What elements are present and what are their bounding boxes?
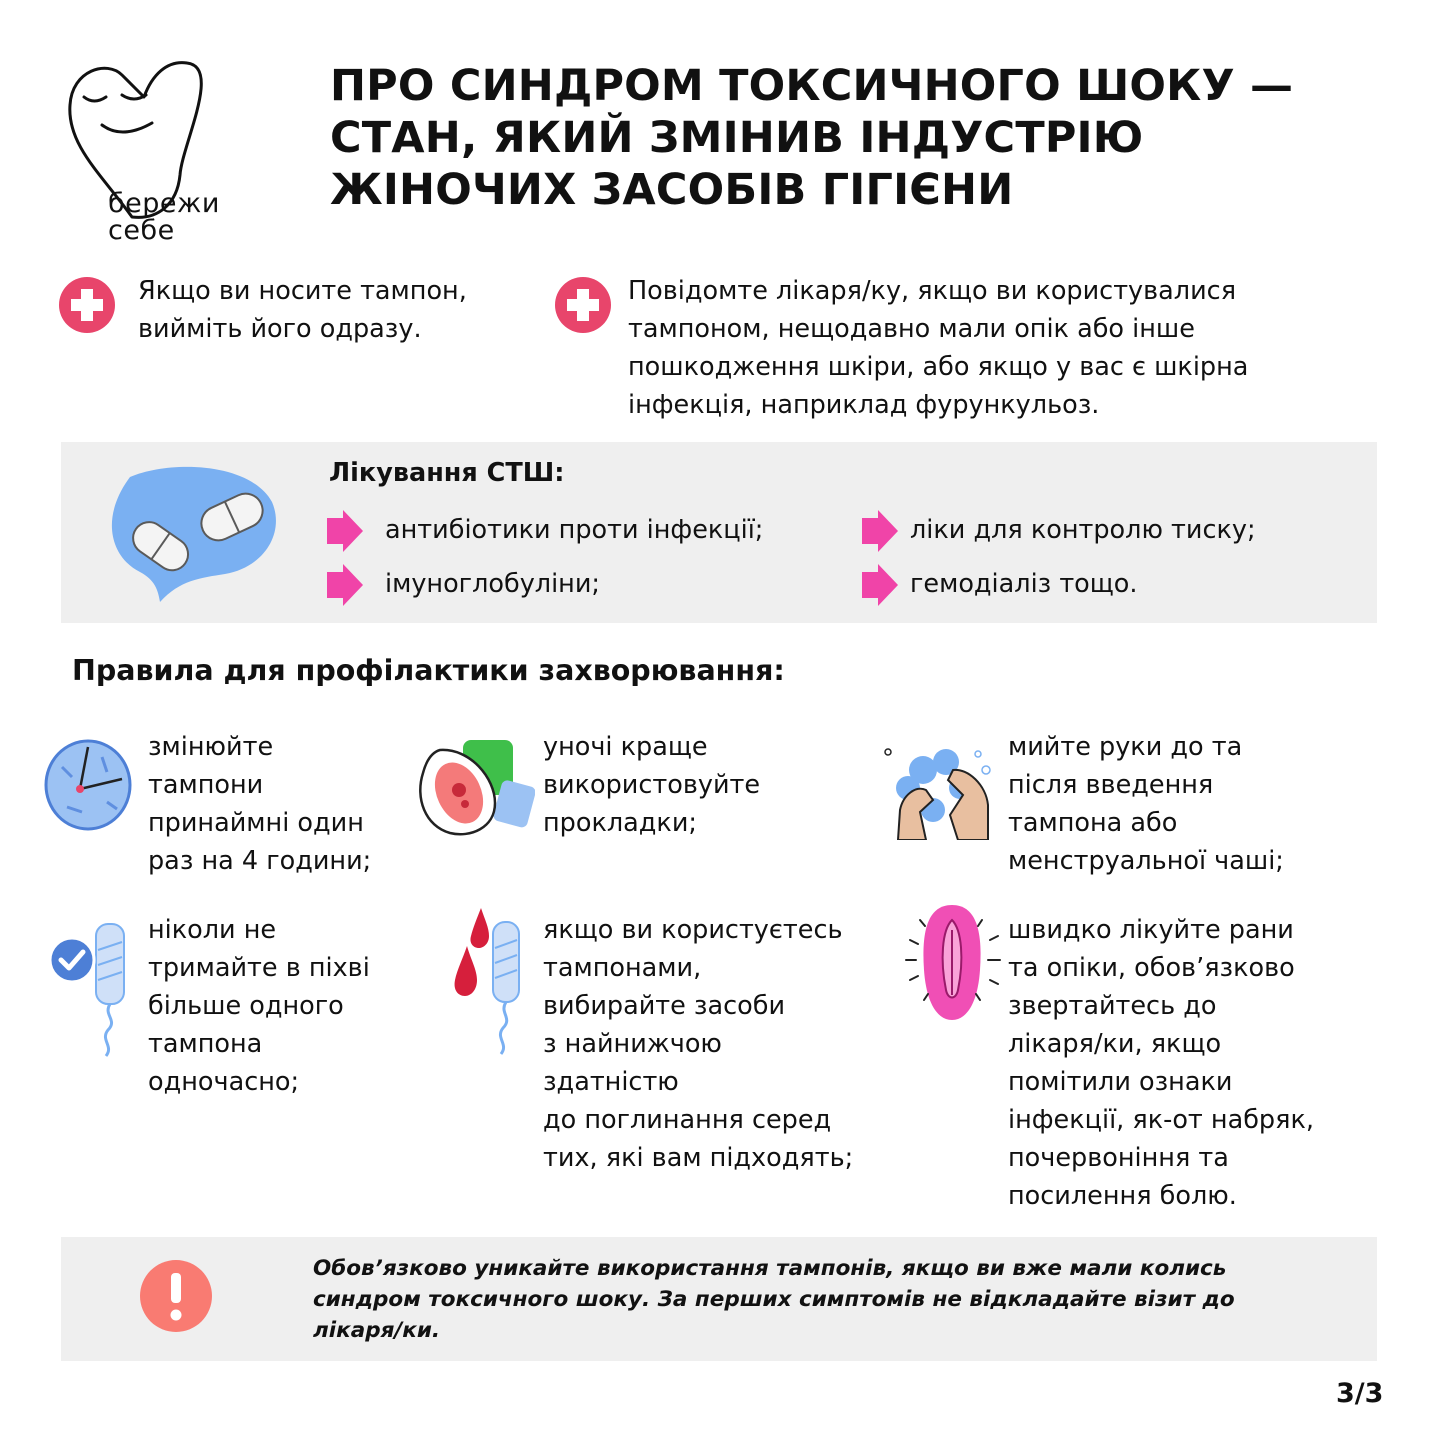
treatment-title: Лікування СТШ: [329,458,565,488]
arrow-icon [860,508,900,554]
vulva-icon [900,900,1005,1025]
warning-line: Обов’язково уникайте використання тампонів, якщо ви вже мали колись [313,1256,1227,1281]
prevention-line: якщо ви користуєтесь [543,915,843,945]
prevention-line: мийте руки до та [1008,732,1243,762]
title-line-2: СТАН, ЯКИЙ ЗМІНИВ ІНДУСТРІЮ [330,113,1144,163]
exclamation-icon [139,1259,213,1333]
arrow-icon [860,562,900,608]
prevention-item-wash-hands [1008,728,1284,880]
treatment-item: імуноглобуліни; [385,569,601,599]
treatment-item: ліки для контролю тиску; [910,515,1256,545]
prevention-item-one-tampon [148,911,370,1101]
prevention-line: здатністю [543,1067,679,1097]
prevention-line: лікаря/ки, якщо [1008,1029,1222,1059]
prevention-line: раз на 4 години; [148,846,372,876]
prevention-line: та опіки, обов’язково [1008,953,1295,983]
prevention-line: прокладки; [543,808,697,838]
prevention-line: тримайте в піхві [148,953,370,983]
prevention-line: тих, які вам підходять; [543,1143,854,1173]
plus-icon [57,275,117,335]
prevention-line: звертайтесь до [1008,991,1217,1021]
prevention-line: уночі краще [543,732,708,762]
prevention-line: одночасно; [148,1067,300,1097]
warning-text [313,1253,1313,1346]
washing-hands-icon [878,740,998,840]
page-title [330,60,1410,216]
prevention-item-treat-wounds [1008,911,1314,1215]
tampon-check-icon [48,920,133,1060]
prevention-title: Правила для профілактики захворювання: [72,654,785,687]
pills-icon [100,462,285,607]
prevention-line: ніколи не [148,915,277,945]
prevention-line: змінюйте [148,732,274,762]
prevention-line: тампона або [1008,808,1178,838]
title-line-1: ПРО СИНДРОМ ТОКСИЧНОГО ШОКУ — [330,61,1294,111]
prevention-line: швидко лікуйте рани [1008,915,1294,945]
arrow-icon [325,562,365,608]
prevention-line: з найнижчою [543,1029,722,1059]
prevention-line: більше одного [148,991,344,1021]
info-line: інфекція, наприклад фурункульоз. [628,390,1100,420]
info-line: пошкодження шкіри, або якщо у вас є шкірна [628,352,1249,382]
info-line: Якщо ви носите тампон, [138,276,467,306]
prevention-item-use-pads [543,728,760,842]
prevention-line: тампони [148,770,264,800]
brand-line-2: себе [108,215,175,246]
prevention-item-change-tampons [148,728,371,880]
prevention-line: використовуйте [543,770,761,800]
info-remove-tampon [138,272,467,348]
info-line: вийміть його одразу. [138,314,422,344]
title-line-3: ЖІНОЧИХ ЗАСОБІВ ГІГІЄНИ [330,165,1014,215]
treatment-item: гемодіаліз тощо. [910,569,1138,599]
pad-icon [415,738,535,838]
brand-name [108,190,220,244]
warning-line: синдром токсичного шоку. За перших симптомів не відкладайте візит до [313,1287,1235,1312]
prevention-line: після введення [1008,770,1214,800]
prevention-line: посилення болю. [1008,1181,1237,1211]
arrow-icon [325,508,365,554]
page-number: 3/3 [1336,1378,1384,1409]
prevention-line: інфекції, як-от набряк, [1008,1105,1314,1135]
clock-icon [42,737,132,832]
prevention-line: принаймні один [148,808,364,838]
prevention-item-low-absorbency [543,911,853,1177]
tampon-drops-icon [453,908,528,1058]
plus-icon [553,275,613,335]
brand-line-1: бережи [108,188,220,219]
prevention-line: менструальної чаші; [1008,846,1284,876]
info-line: Повідомте лікаря/ку, якщо ви користувалися [628,276,1237,306]
treatment-item: антибіотики проти інфекції; [385,515,764,545]
prevention-line: тампонами, [543,953,702,983]
prevention-line: до поглинання серед [543,1105,832,1135]
prevention-line: почервоніння та [1008,1143,1229,1173]
info-line: тампоном, нещодавно мали опік або інше [628,314,1195,344]
prevention-line: помітили ознаки [1008,1067,1233,1097]
prevention-line: тампона [148,1029,263,1059]
prevention-line: вибирайте засоби [543,991,786,1021]
info-tell-doctor [628,272,1248,424]
warning-line: лікаря/ки. [313,1318,441,1343]
